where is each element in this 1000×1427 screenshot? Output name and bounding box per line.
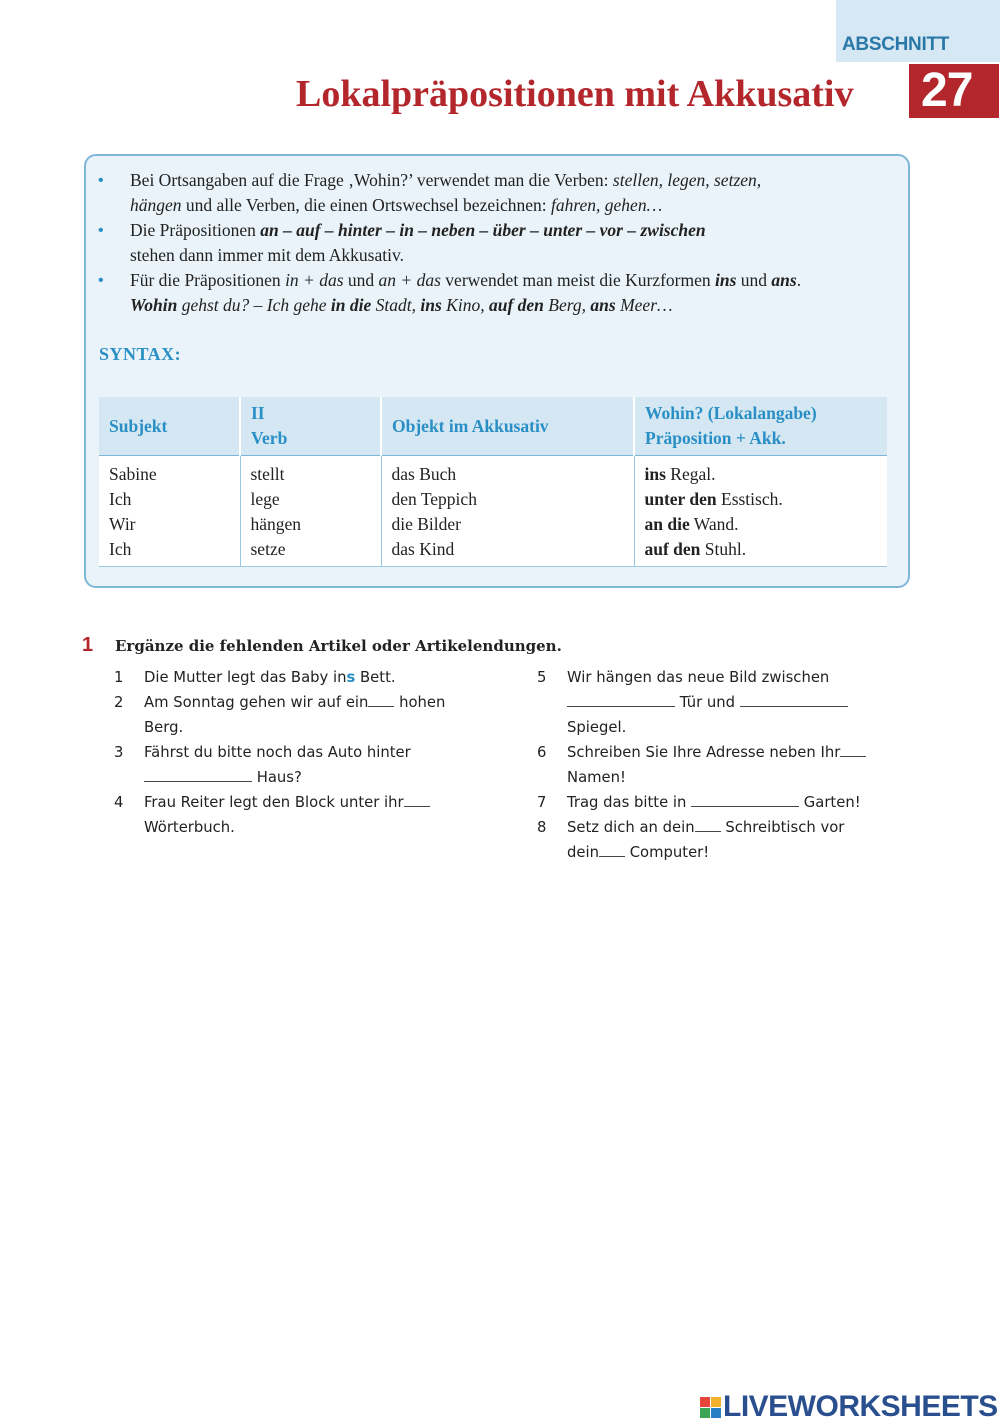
exercise-item-3 — [114, 740, 494, 790]
answer-blank[interactable] — [840, 740, 866, 757]
cell-noun: Esstisch. — [716, 489, 783, 509]
rule-text: verwendet man meist die Kurzformen — [440, 270, 715, 290]
cell-objekt: das Kind — [381, 537, 634, 567]
example-prep: auf den — [488, 295, 544, 315]
rule-text: Die Präpositionen — [130, 220, 261, 240]
logo-square — [711, 1397, 721, 1407]
answer-blank[interactable] — [404, 790, 430, 807]
rule-text: Bei Ortsangaben auf die Frage ‚Wohin?’ verwendet man die Verben: — [130, 170, 613, 190]
answer-blank[interactable] — [691, 790, 799, 807]
item-text: Schreiben Sie Ihre Adresse neben Ihr — [567, 744, 841, 761]
cell-objekt: das Buch — [381, 456, 634, 488]
exercise-instruction: Ergänze die fehlenden Artikel oder Artikelendungen. — [115, 637, 562, 655]
rule-list — [96, 168, 896, 318]
example-text: Kino, — [441, 295, 489, 315]
cell-noun: Wand. — [689, 514, 739, 534]
item-number: 8 — [537, 819, 547, 836]
col-header-wohin — [634, 397, 887, 456]
cell-wohin — [634, 487, 887, 512]
cell-subjekt: Ich — [99, 487, 240, 512]
bullet-icon: • — [98, 272, 104, 289]
cell-verb: hängen — [240, 512, 381, 537]
example-prep: in die — [330, 295, 372, 315]
item-text: Haus? — [252, 769, 302, 786]
answer-blank[interactable] — [368, 690, 394, 707]
answer-blank[interactable] — [144, 765, 252, 782]
table-row — [99, 512, 887, 537]
item-text: Garten! — [799, 794, 861, 811]
item-number: 4 — [114, 794, 124, 811]
item-text: Wörterbuch. — [144, 819, 235, 836]
rule-bullet-2 — [96, 218, 896, 268]
syntax-label: SYNTAX: — [99, 344, 182, 364]
cell-objekt: die Bilder — [381, 512, 634, 537]
cell-subjekt: Wir — [99, 512, 240, 537]
header-line: Präposition + Akk. — [645, 428, 786, 448]
cell-wohin — [634, 456, 887, 488]
logo-icon — [700, 1397, 721, 1418]
exercise-column-left — [114, 665, 494, 840]
rule-text: und — [343, 270, 379, 290]
cell-subjekt: Ich — [99, 537, 240, 567]
section-number-badge: 27 — [909, 64, 999, 118]
liveworksheets-logo[interactable] — [700, 1390, 998, 1424]
item-text: Wir hängen das neue Bild zwischen — [567, 669, 830, 686]
rule-text: Für die Präpositionen — [130, 270, 286, 290]
example-text: Wohin — [130, 295, 178, 315]
cell-noun: Stuhl. — [700, 539, 747, 559]
item-number: 2 — [114, 694, 124, 711]
cell-verb: setze — [240, 537, 381, 567]
col-header-subjekt: Subjekt — [99, 397, 240, 456]
item-number: 6 — [537, 744, 547, 761]
cell-wohin — [634, 512, 887, 537]
example-prep: ins — [420, 295, 442, 315]
rule-verbs: fahren, gehen… — [551, 195, 663, 215]
answer-blank[interactable] — [599, 840, 625, 857]
item-text: dein — [567, 844, 599, 861]
item-text: Namen! — [567, 769, 626, 786]
item-number: 5 — [537, 669, 547, 686]
item-text: hohen — [394, 694, 446, 711]
cell-wohin — [634, 537, 887, 567]
item-text: Berg. — [144, 719, 184, 736]
answer-blank[interactable] — [567, 690, 675, 707]
cell-prep: ins — [644, 464, 666, 484]
exercise-item-1 — [114, 665, 494, 690]
table-row — [99, 456, 887, 488]
answer-example: s — [346, 669, 356, 686]
exercise-number: 1 — [82, 634, 94, 656]
rule-text: . — [796, 270, 802, 290]
rule-verbs: stellen, legen, setzen, — [612, 170, 762, 190]
rule-term: ans — [771, 270, 797, 290]
rule-term: ins — [715, 270, 737, 290]
cell-verb: lege — [240, 487, 381, 512]
example-text: Stadt, — [371, 295, 421, 315]
header-line: Verb — [251, 428, 288, 448]
cell-subjekt: Sabine — [99, 456, 240, 488]
rule-verbs: hängen — [130, 195, 182, 215]
rule-term: an + das — [378, 270, 441, 290]
header-line: II — [251, 403, 265, 423]
logo-square — [711, 1408, 721, 1418]
example-prep: ans — [590, 295, 616, 315]
header-line: Wohin? (Lokalangabe) — [645, 403, 817, 423]
cell-prep: an die — [644, 514, 690, 534]
example-text: gehst du? – Ich gehe — [177, 295, 331, 315]
logo-square — [700, 1397, 710, 1407]
example-text: Meer… — [615, 295, 673, 315]
cell-prep: unter den — [644, 489, 717, 509]
item-text: Am Sonntag gehen wir auf ein — [144, 694, 369, 711]
exercise-item-8 — [537, 815, 917, 865]
cell-prep: auf den — [644, 539, 701, 559]
page-title: Lokalpräpositionen mit Akkusativ — [296, 73, 854, 115]
rule-prepositions: an – auf – hinter – in – neben – über – unter – vor – zwischen — [260, 220, 706, 240]
rule-term: in + das — [285, 270, 344, 290]
answer-blank[interactable] — [695, 815, 721, 832]
item-text: Computer! — [625, 844, 710, 861]
section-label: ABSCHNITT — [842, 34, 950, 55]
exercise-item-2 — [114, 690, 494, 740]
item-text: Fährst du bitte noch das Auto hinter — [144, 744, 411, 761]
item-text: Setz dich an dein — [567, 819, 695, 836]
syntax-table — [99, 397, 887, 567]
logo-text: LIVEWORKSHEETS — [723, 1390, 998, 1423]
exercise-item-4 — [114, 790, 494, 840]
logo-square — [700, 1408, 710, 1418]
item-text: Trag das bitte in — [567, 794, 692, 811]
item-text: Tür und — [675, 694, 740, 711]
exercise-column-right — [537, 665, 917, 865]
col-header-objekt: Objekt im Akkusativ — [381, 397, 634, 456]
table-row — [99, 487, 887, 512]
exercise-item-7 — [537, 790, 917, 815]
rule-bullet-1 — [96, 168, 896, 218]
bullet-icon: • — [98, 222, 104, 239]
example-text: Berg, — [543, 295, 591, 315]
table-row — [99, 537, 887, 567]
cell-objekt: den Teppich — [381, 487, 634, 512]
rule-bullet-3 — [96, 268, 896, 318]
rule-text: und alle Verben, die einen Ortswechsel bezeichnen: — [181, 195, 551, 215]
item-text: Schreibtisch vor — [720, 819, 845, 836]
col-header-verb — [240, 397, 381, 456]
rule-text: und — [736, 270, 772, 290]
table-header-row — [99, 397, 887, 456]
rule-text: stehen dann immer mit dem Akkusativ. — [130, 245, 404, 265]
item-text: Bett. — [355, 669, 396, 686]
answer-blank[interactable] — [740, 690, 848, 707]
item-text: Die Mutter legt das Baby in — [144, 669, 347, 686]
cell-verb: stellt — [240, 456, 381, 488]
exercise-item-6 — [537, 740, 917, 790]
item-text: Frau Reiter legt den Block unter ihr — [144, 794, 404, 811]
bullet-icon: • — [98, 172, 104, 189]
item-number: 1 — [114, 669, 124, 686]
item-text: Spiegel. — [567, 719, 627, 736]
item-number: 3 — [114, 744, 124, 761]
cell-noun: Regal. — [665, 464, 716, 484]
item-number: 7 — [537, 794, 547, 811]
exercise-item-5 — [537, 665, 917, 740]
